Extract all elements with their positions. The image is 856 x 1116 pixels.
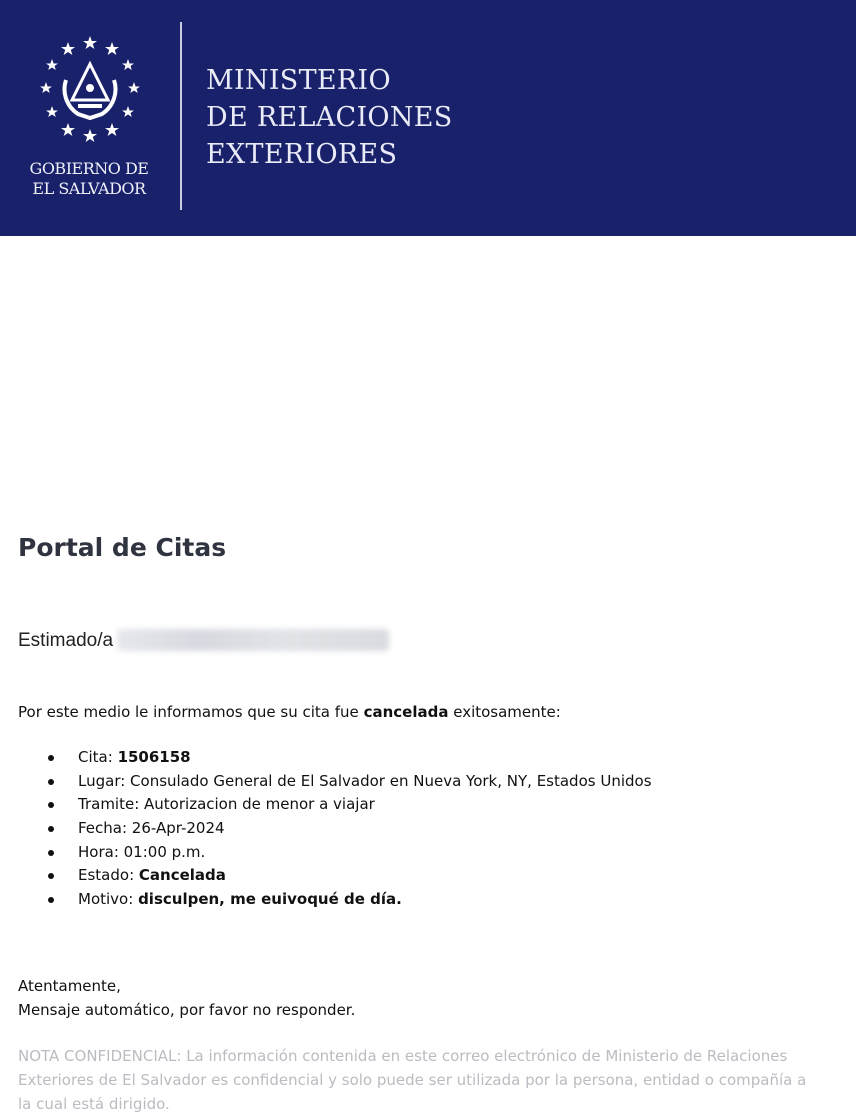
ministry-name: MINISTERIO DE RELACIONES EXTERIORES: [206, 65, 453, 170]
list-item: Motivo: disculpen, me euivoqué de día.: [18, 888, 652, 912]
greeting-label: Estimado/a: [18, 630, 114, 651]
government-name: GOBIERNO DE EL SALVADOR: [29, 159, 149, 198]
bullet-icon: [48, 897, 54, 903]
list-item: Cita: 1506158: [18, 746, 652, 770]
closing-signature: Atentamente, Mensaje automático, por favor no responder.: [18, 977, 356, 1019]
list-item: Estado: Cancelada: [18, 864, 652, 888]
appointment-number: 1506158: [117, 748, 191, 766]
header-banner: [0, 0, 856, 236]
status-value: Cancelada: [138, 866, 226, 885]
list-item: Lugar: Consulado General de El Salvador en Nueva York, NY, Estados Unidos: [18, 770, 652, 794]
confidentiality-note: NOTA CONFIDENCIAL: La información contenida en este correo electrónico de Ministerio de Relaciones Exteriores de El Salvador es confidencial y solo puede ser utilizada por la persona, entidad o compañía a la cual está dirigido.: [18, 1047, 807, 1113]
bullet-icon: [48, 802, 54, 808]
bullet-icon: [48, 850, 54, 856]
list-item: Hora: 01:00 p.m.: [18, 841, 652, 865]
bullet-icon: [48, 755, 54, 761]
el-salvador-coat-of-arms-icon: [30, 30, 150, 150]
redacted-recipient-name: [117, 629, 389, 651]
page-title: Portal de Citas: [18, 533, 227, 562]
greeting: [18, 629, 389, 652]
header-divider: [180, 22, 182, 210]
list-item: Tramite: Autorizacion de menor a viajar: [18, 793, 652, 817]
bullet-icon: [48, 779, 54, 785]
intro-paragraph: Por este medio le informamos que su cita fue cancelada exitosamente:: [18, 703, 561, 721]
reason-value: disculpen, me euivoqué de día.: [138, 890, 402, 909]
bullet-icon: [48, 873, 54, 879]
list-item: Fecha: 26-Apr-2024: [18, 817, 652, 841]
bullet-icon: [48, 826, 54, 832]
status-emphasis: cancelada: [363, 703, 449, 721]
appointment-details-list: [18, 746, 652, 912]
